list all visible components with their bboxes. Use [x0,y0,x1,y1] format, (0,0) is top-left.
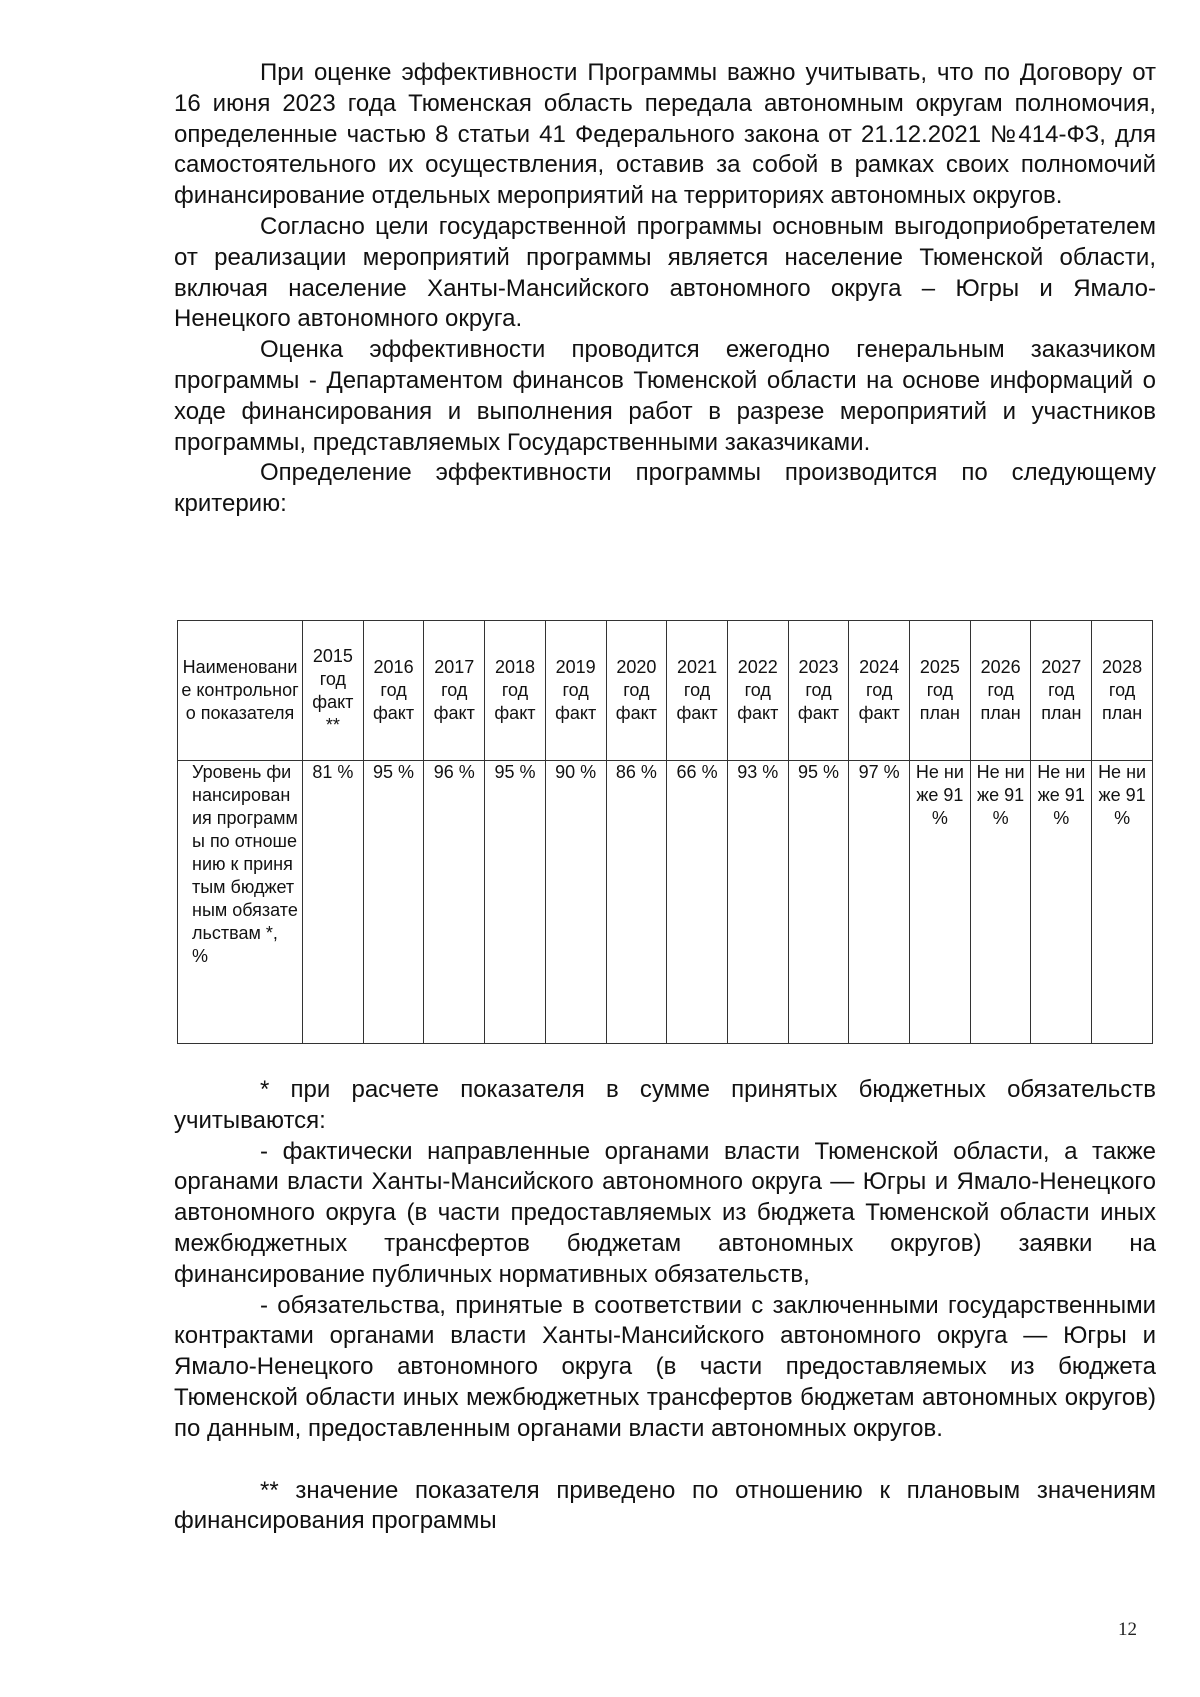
indicator-value-cell: 86 % [606,761,667,1044]
paragraph-evaluation: Оценка эффективности проводится ежегодно генеральным заказчиком программы - Департаментом финансов Тюменской области на основе информаций о ходе финансирования и выполнения работ в разрезе мероприятий и участников программы, представляемых Государственными заказчиками. [174,336,1156,456]
year-header-label: год [926,680,954,700]
year-header-year: 2020 [616,657,657,677]
year-header-year: 2016 [373,657,414,677]
indicator-value-cell: Не ниже 91 % [910,761,971,1044]
year-header-year: 2017 [434,657,475,677]
indicator-value-cell: 95 % [485,761,546,1044]
year-column-header [606,621,667,761]
page-number: 12 [1118,1619,1137,1640]
year-header-kind: план [919,703,960,723]
paragraph-criterion: Определение эффективности программы производится по следующему критерию: [174,459,1156,518]
indicator-value-cell: 95 % [788,761,849,1044]
year-header-year: 2018 [494,657,535,677]
year-header-label: год [744,680,771,700]
year-header-kind: факт [797,703,840,723]
year-header-label: год [380,680,407,700]
footnote-1-item-2: - обязательства, принятые в соответствии с заключенными государственными контрактами органами власти Ханты-Мансийского автономного округа — Югры и Ямало-Ненецкого автономного округа (в части предоставляемых из бюджета Тюменской области иных межбюджетных трансфертов бюджетам автономных округов) по данным, предоставленным органами власти автономных округов. [174,1291,1156,1442]
year-header-year: 2015 [312,645,353,666]
year-header-label: год [441,680,468,700]
indicator-name-header: Наименование контрольного показателя [178,621,303,761]
footnotes [174,1075,1156,1537]
year-header-kind: факт [676,703,718,723]
year-column-header [1092,621,1153,761]
year-column-header [363,621,424,761]
footnote-1-item-1: - фактически направленные органами власти Тюменской области, а также органами власти Ханты-Мансийского автономного округа — Югры и Ямало-Ненецкого автономного округа (в части предоставляемых из бюджета Тюменской области иных межбюджетных трансфертов бюджетам автономных округов) заявки на финансирование публичных нормативных обязательств, [174,1137,1156,1288]
year-column-header [303,621,364,761]
paragraph-transfer-of-powers: При оценке эффективности Программы важно учитывать, что по Договору от 16 июня 2023 года Тюменская область передала автономным округам полномочия, определенные частью 8 статьи 41 Федерального закона от 21.12.2021 №414-ФЗ, для самостоятельного их осуществления, оставив за собой в рамках своих полномочий финансирование отдельных мероприятий на территориях автономных округов. [174,59,1156,210]
year-header-year: 2021 [677,657,718,677]
year-header-kind: факт [858,703,900,723]
footnote-2: ** значение показателя приведено по отношению к плановым значениям финансирования программы [174,1476,1156,1535]
year-header-kind: план [1101,703,1143,723]
year-header-label: год [562,680,589,700]
year-header-mark: ** [325,714,340,735]
year-header-kind: факт [555,703,597,723]
year-header-label: год [987,680,1014,700]
paragraph-beneficiary: Согласно цели государственной программы основным выгодоприобретателем от реализации мероприятий программы является население Тюменской области, включая население Ханты-Мансийского автономного округа – Югры и Ямало-Ненецкого автономного округа. [174,212,1156,333]
year-header-label: год [683,680,711,700]
year-header-kind: факт [494,703,536,723]
year-header-year: 2024 [859,657,900,677]
year-header-kind: план [980,703,1021,723]
criterion-table [177,620,1153,1044]
year-column-header [545,621,606,761]
year-column-header [424,621,485,761]
year-column-header [970,621,1031,761]
footnote-1-intro: * при расчете показателя в сумме принятых бюджетных обязательств учитываются: [174,1076,1156,1134]
year-column-header [849,621,910,761]
indicator-value-cell: 97 % [849,761,910,1044]
year-header-kind: факт [433,703,475,723]
year-header-kind: факт [615,703,657,723]
indicator-value-cell: Не ниже 91 % [970,761,1031,1044]
table-row [178,761,1153,1044]
year-header-year: 2028 [1102,657,1143,677]
year-header-year: 2026 [980,657,1021,677]
indicator-value-cell: Не ниже 91 % [1031,761,1092,1044]
indicator-name-cell: Уровень финансирования программы по отношению к принятым бюджетным обязательствам *, % [178,761,303,1044]
table-header-row [178,621,1153,761]
year-header-year: 2025 [919,657,960,677]
intro-text [174,58,1156,520]
year-header-year: 2023 [798,657,839,677]
year-header-year: 2019 [555,657,596,677]
year-header-year: 2027 [1041,657,1082,677]
year-header-label: год [866,680,893,700]
year-header-label: год [805,680,832,700]
year-header-kind: факт [312,691,354,712]
indicator-value-cell: 96 % [424,761,485,1044]
table-body [178,761,1153,1044]
year-column-header [485,621,546,761]
year-header-year: 2022 [737,657,778,677]
year-header-kind: факт [737,703,779,723]
indicator-value-cell: 66 % [667,761,728,1044]
year-column-header [727,621,788,761]
year-column-header [1031,621,1092,761]
year-header-label: год [319,668,346,689]
indicator-value-cell: Не ниже 91 % [1092,761,1153,1044]
year-header-label: год [623,680,650,700]
year-header-label: год [501,680,529,700]
year-column-header [910,621,971,761]
year-header-kind: план [1041,703,1082,723]
indicator-value-cell: 95 % [363,761,424,1044]
indicator-value-cell: 81 % [303,761,364,1044]
year-column-header [788,621,849,761]
indicator-value-cell: 93 % [727,761,788,1044]
indicator-value-cell: 90 % [545,761,606,1044]
year-header-kind: факт [372,703,415,723]
year-header-label: год [1048,680,1075,700]
year-column-header [667,621,728,761]
year-header-label: год [1108,680,1136,700]
